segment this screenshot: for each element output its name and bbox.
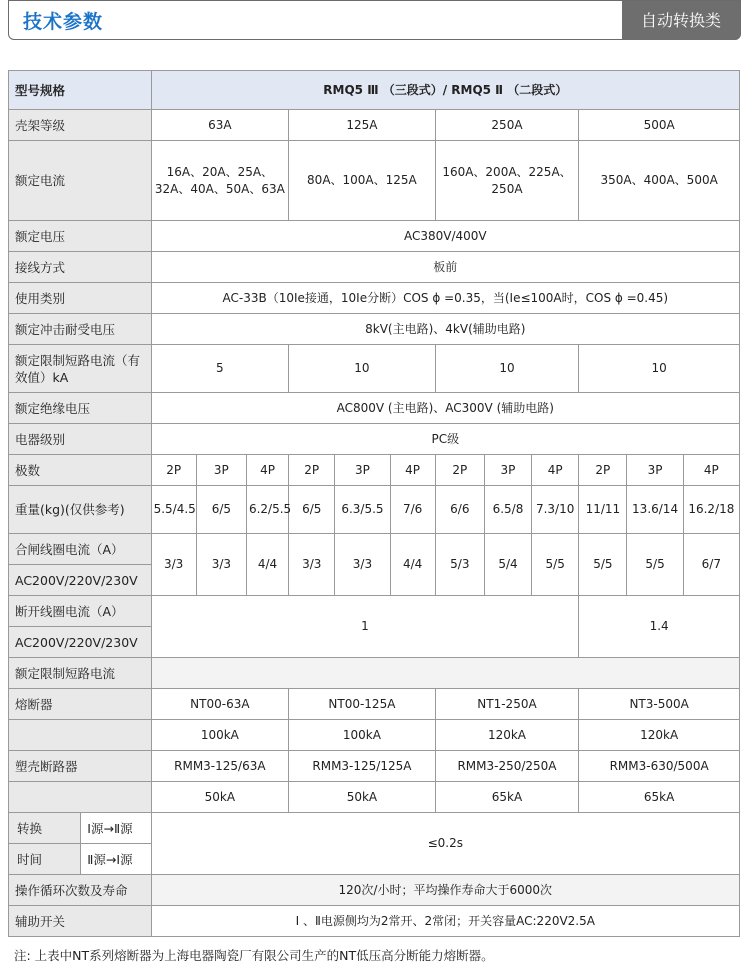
table-cell: 160A、200A、225A、250A	[435, 141, 579, 221]
table-row	[9, 534, 740, 565]
table-row	[9, 424, 740, 455]
table-cell: 5/5	[579, 534, 627, 596]
table-cell: 6/7	[683, 534, 739, 596]
table-cell: 2P	[151, 455, 196, 486]
table-row	[9, 751, 740, 782]
table-cell: 3P	[335, 455, 390, 486]
table-cell: 16A、20A、25A、32A、40A、50A、63A	[151, 141, 289, 221]
table-cell: 65kA	[435, 782, 579, 813]
table-cell: 10	[289, 345, 436, 393]
table-cell: 120次/小时；平均操作寿命大于6000次	[151, 875, 739, 906]
table-cell: 120kA	[579, 720, 740, 751]
row-label: 型号规格	[9, 71, 152, 110]
row-label: 辅助开关	[9, 906, 152, 937]
row-sublabel: AC200V/220V/230V	[9, 627, 152, 658]
table-cell: 80A、100A、125A	[289, 141, 436, 221]
table-cell: 100kA	[151, 720, 289, 751]
table-cell: 120kA	[435, 720, 579, 751]
table-cell: 4/4	[390, 534, 435, 596]
table-cell: 2P	[579, 455, 627, 486]
table-cell: 3P	[484, 455, 531, 486]
row-label: 操作循环次数及寿命	[9, 875, 152, 906]
footnote: 注: 上表中NT系列熔断器为上海电器陶瓷厂有限公司生产的NT低压高分断能力熔断器。	[14, 948, 494, 963]
row-label: 额定电流	[9, 141, 152, 221]
row-label: 熔断器	[9, 689, 152, 720]
table-cell: 100kA	[289, 720, 436, 751]
row-label	[9, 782, 152, 813]
table-cell: RMM3-125/125A	[289, 751, 436, 782]
row-label: 使用类别	[9, 283, 152, 314]
row-label: 额定限制短路电流	[9, 658, 152, 689]
table-row	[9, 221, 740, 252]
table-cell: PC级	[151, 424, 739, 455]
table-row	[9, 782, 740, 813]
table-cell: 5/4	[484, 534, 531, 596]
table-cell: 350A、400A、500A	[579, 141, 740, 221]
table-row	[9, 875, 740, 906]
table-cell: 4P	[390, 455, 435, 486]
table-cell: 5.5/4.5	[151, 486, 196, 534]
table-cell: 4P	[532, 455, 579, 486]
category-tag: 自动转换类	[622, 1, 740, 40]
row-label: 接线方式	[9, 252, 152, 283]
table-row	[9, 720, 740, 751]
table-row	[9, 252, 740, 283]
row-label	[9, 720, 152, 751]
table-cell: 1.4	[579, 596, 740, 658]
table-row	[9, 110, 740, 141]
table-row	[9, 283, 740, 314]
table-cell: 4/4	[246, 534, 288, 596]
table-row	[9, 813, 740, 844]
table-cell: AC800V (主电路)、AC300V (辅助电路)	[151, 393, 739, 424]
section-title: 技术参数	[23, 11, 104, 33]
table-cell: NT1-250A	[435, 689, 579, 720]
table-cell: 10	[579, 345, 740, 393]
row-label: 重量(kg)(仅供参考)	[9, 486, 152, 534]
table-cell: 2P	[435, 455, 484, 486]
table-cell: 6/5	[289, 486, 335, 534]
table-cell: 5/5	[532, 534, 579, 596]
table-cell: 125A	[289, 110, 436, 141]
section-banner	[8, 0, 741, 40]
row-label: 额定绝缘电压	[9, 393, 152, 424]
table-cell: NT00-125A	[289, 689, 436, 720]
table-cell: Ⅰ 、Ⅱ电源侧均为2常开、2常闭；开关容量AC:220V2.5A	[151, 906, 739, 937]
table-cell: NT00-63A	[151, 689, 289, 720]
table-cell: ≤0.2s	[151, 813, 739, 875]
table-row	[9, 345, 740, 393]
row-label: 断开线圈电流（A）	[9, 596, 152, 627]
row-label: 时间	[9, 844, 81, 875]
table-cell: 板前	[151, 252, 739, 283]
table-row	[9, 455, 740, 486]
row-sublabel: Ⅱ源→Ⅰ源	[81, 844, 151, 875]
table-cell: 50kA	[151, 782, 289, 813]
table-cell: 5	[151, 345, 289, 393]
row-label: 额定限制短路电流（有效值）kA	[9, 345, 152, 393]
table-cell: 3/3	[196, 534, 246, 596]
row-sublabel: Ⅰ源→Ⅱ源	[81, 813, 151, 844]
table-cell: RMM3-630/500A	[579, 751, 740, 782]
table-cell: 13.6/14	[627, 486, 683, 534]
table-cell: 3/3	[289, 534, 335, 596]
model-value: RMQ5 Ⅲ （三段式）/ RMQ5 Ⅱ （二段式）	[151, 71, 739, 110]
table-cell: 16.2/18	[683, 486, 739, 534]
table-cell: 6/5	[196, 486, 246, 534]
table-cell	[151, 658, 739, 689]
table-cell: 250A	[435, 110, 579, 141]
table-row	[9, 906, 740, 937]
table-cell: AC-33B（10Ie接通，10Ie分断）COS ϕ =0.35，当(Ie≤100A时，COS ϕ =0.45)	[151, 283, 739, 314]
row-label: 转换	[9, 813, 81, 844]
table-cell: 8kV(主电路)、4kV(辅助电路)	[151, 314, 739, 345]
table-cell: RMM3-250/250A	[435, 751, 579, 782]
table-row	[9, 393, 740, 424]
table-row	[9, 71, 740, 110]
table-cell: 3/3	[151, 534, 196, 596]
table-row	[9, 141, 740, 221]
table-cell: 11/11	[579, 486, 627, 534]
table-cell: 6.2/5.5	[246, 486, 288, 534]
table-cell: 65kA	[579, 782, 740, 813]
table-cell: 63A	[151, 110, 289, 141]
spec-table	[8, 70, 740, 937]
table-cell: NT3-500A	[579, 689, 740, 720]
row-label: 极数	[9, 455, 152, 486]
row-label: 塑壳断路器	[9, 751, 152, 782]
table-cell: 500A	[579, 110, 740, 141]
table-cell: 6/6	[435, 486, 484, 534]
table-row	[9, 596, 740, 627]
table-cell: 4P	[246, 455, 288, 486]
table-cell: 6.3/5.5	[335, 486, 390, 534]
table-cell: 5/5	[627, 534, 683, 596]
row-sublabel: AC200V/220V/230V	[9, 565, 152, 596]
row-label: 壳架等级	[9, 110, 152, 141]
table-row	[9, 689, 740, 720]
table-row	[9, 314, 740, 345]
table-cell: 10	[435, 345, 579, 393]
table-cell: AC380V/400V	[151, 221, 739, 252]
table-cell: 7/6	[390, 486, 435, 534]
row-label: 合闸线圈电流（A）	[9, 534, 152, 565]
table-cell: 6.5/8	[484, 486, 531, 534]
table-cell: 3/3	[335, 534, 390, 596]
table-row	[9, 658, 740, 689]
table-cell: 5/3	[435, 534, 484, 596]
table-cell: RMM3-125/63A	[151, 751, 289, 782]
table-cell: 3P	[627, 455, 683, 486]
row-label: 额定电压	[9, 221, 152, 252]
row-label: 电器级别	[9, 424, 152, 455]
table-cell: 1	[151, 596, 579, 658]
row-label: 额定冲击耐受电压	[9, 314, 152, 345]
table-row	[9, 486, 740, 534]
table-cell: 2P	[289, 455, 335, 486]
table-cell: 50kA	[289, 782, 436, 813]
table-cell: 4P	[683, 455, 739, 486]
table-cell: 7.3/10	[532, 486, 579, 534]
table-cell: 3P	[196, 455, 246, 486]
